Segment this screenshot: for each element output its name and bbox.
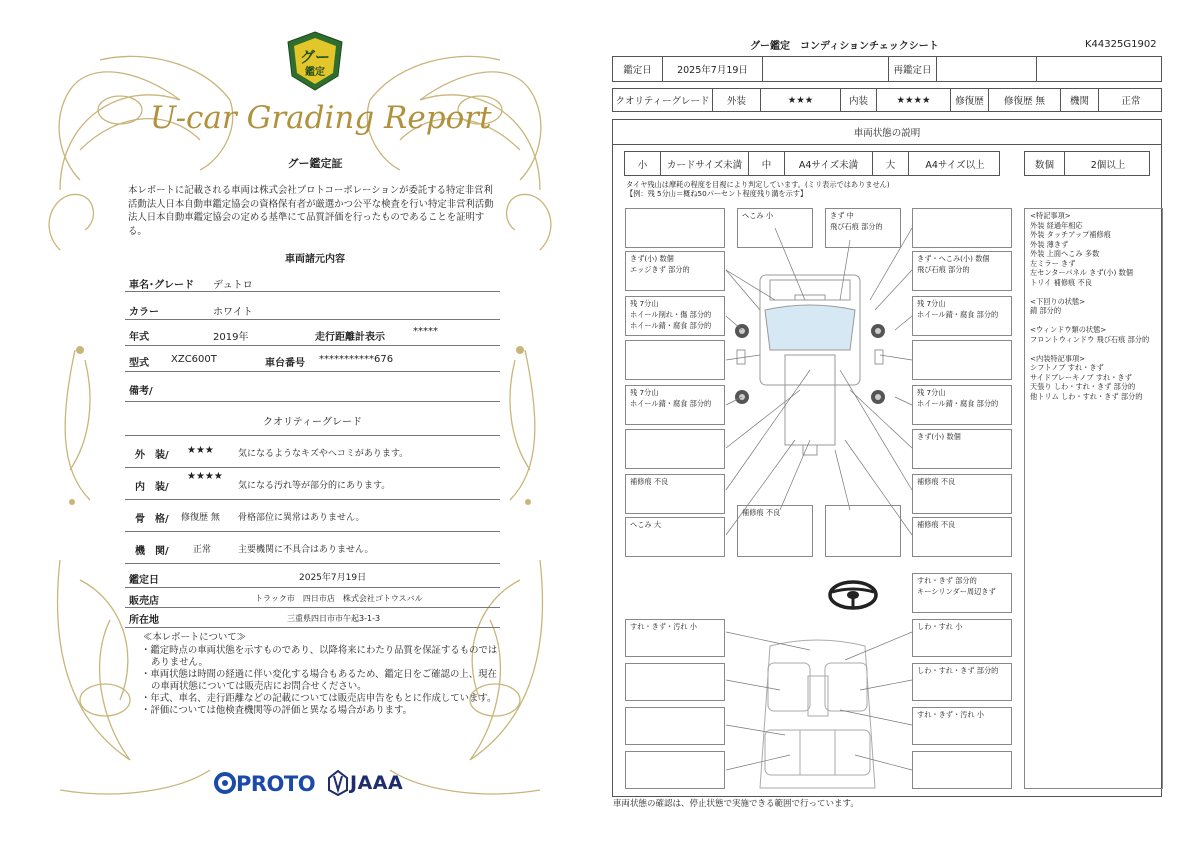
name-label: 車名･グレード — [129, 280, 194, 291]
remarks-label: 備考/ — [129, 386, 153, 397]
grade-row-frame — [125, 500, 500, 532]
date-value: 2025年7月19日 — [299, 573, 367, 583]
proto-logo-text: PROTO — [236, 772, 316, 796]
side-line — [1030, 287, 1157, 297]
legend-count-desc: 2個以上 — [1090, 159, 1126, 171]
engine-label: 機 関/ — [135, 546, 169, 557]
note-box: きず(小) 数個 — [912, 429, 1012, 469]
legend-small: 小 — [625, 152, 661, 175]
year-label: 年式 — [129, 332, 149, 343]
notes-heading: ≪本レポートについて≫ — [143, 632, 246, 643]
odometer-value: ***** — [413, 326, 438, 337]
color-value: ホワイト — [213, 307, 253, 318]
side-line: 錆 部分的 — [1030, 306, 1062, 315]
shop-label: 販売店 — [129, 596, 159, 607]
engine-value: 正常 — [193, 545, 212, 555]
frame-text: 骨格部位に異常はありません。 — [238, 513, 365, 523]
info-row-address — [125, 608, 500, 628]
side-line: フロントウィンドウ 飛び石痕 部分的 — [1030, 334, 1150, 344]
side-line: トリイ 補修痕 不良 — [1030, 277, 1092, 287]
certificate-title: グー鑑定証 — [287, 157, 343, 170]
exterior-stars: ★★★ — [187, 445, 214, 456]
side-line: 他トリム しわ・すれ・きず 部分的 — [1030, 391, 1143, 401]
info-row-date — [125, 564, 500, 588]
grade-row-interior — [125, 468, 500, 500]
side-line: 左ミラー きず — [1030, 258, 1076, 268]
note-box: 補修痕 不良 — [737, 505, 813, 557]
ext-label: 外装 — [713, 89, 761, 111]
note-item: ・年式、車名、走行距離などの記載については販売店申告をもとに作成しています。 — [141, 693, 497, 704]
svg-text:鑑定: 鑑定 — [305, 67, 325, 78]
interior-label: 内 装/ — [135, 482, 169, 493]
frame-value: 修復歴 無 — [181, 513, 220, 523]
note-box: 残 7分山 ホイール錆・腐食 部分的 — [912, 296, 1012, 336]
spec-row-model — [125, 346, 500, 372]
note-box: しわ・すれ・きず 部分的 — [912, 663, 1012, 701]
note-box — [625, 707, 725, 745]
side-line: <下回りの状態> — [1030, 296, 1086, 306]
odometer-label: 走行距離計表示 — [315, 332, 385, 343]
date-label: 鑑定日 — [129, 575, 159, 586]
chassis-label: 車台番号 — [265, 358, 305, 369]
side-line: 天張り しわ・すれ・きず 部分的 — [1030, 382, 1136, 391]
model-label: 型式 — [129, 358, 149, 369]
spec-row-name — [125, 270, 500, 292]
tire-example: 【例：残 5分山＝概ね50パーセント程度残り溝を示す】 — [626, 189, 808, 198]
side-line: 左センターパネル きず(小) 数個 — [1030, 268, 1133, 277]
goo-kantei-badge-icon — [286, 30, 344, 92]
tire-note: タイヤ残山は摩耗の程度を目視により判定しています。(ミリ表示ではありません) — [626, 180, 890, 189]
frame-label: 骨 格/ — [135, 514, 169, 525]
note-item: ・鑑定時点の車両状態を示すものであり、以降将来にわたり品質を保証するものではありません。 — [141, 645, 498, 668]
spec-row-year — [125, 320, 500, 346]
note-box: 補修痕 不良 — [912, 474, 1012, 514]
name-value: デュトロ — [213, 280, 253, 291]
note-box: きず・へこみ(小) 数個 飛び石痕 部分的 — [912, 251, 1012, 291]
note-box: きず(小) 数個 エッジきず 部分的 — [625, 251, 725, 291]
int-label: 内装 — [841, 89, 877, 111]
note-item: ・車両状態は時間の経過に伴い変化する場合もあるため、鑑定日をご確認の上、現在の車両状態については販売店にお問合せください。 — [141, 669, 497, 692]
exterior-label: 外 装/ — [135, 450, 169, 461]
side-line: <内装特記事項> — [1030, 353, 1086, 363]
legend-small-desc: カードサイズ未満 — [661, 152, 749, 175]
side-line: 外装 タッチアップ補修痕 — [1030, 230, 1111, 239]
note-box: 補修痕 不良 — [625, 474, 725, 514]
proto-logo-icon — [214, 772, 236, 796]
report-title: U-car Grading Report — [150, 100, 492, 136]
side-line: シフトノブ すれ・きず — [1030, 363, 1104, 372]
date-label: 鑑定日 — [613, 57, 663, 81]
int-stars: ★★★★ — [877, 89, 951, 111]
grade-row-engine — [125, 532, 500, 564]
report-id: K44325G1902 — [1085, 39, 1157, 50]
engine-label: 機関 — [1061, 89, 1099, 111]
note-box: すれ・きず・汚れ 小 — [912, 707, 1012, 745]
engine-value: 正常 — [1121, 96, 1141, 107]
note-box: 残 7分山 ホイール削れ・傷 部分的 ホイール錆・腐食 部分的 — [625, 296, 725, 336]
spec-row-color — [125, 295, 500, 320]
model-value: XZC600T — [171, 354, 217, 365]
side-line — [1030, 316, 1157, 326]
note-box — [912, 751, 1012, 789]
note-box: へこみ 小 — [737, 208, 813, 248]
quality-title-row — [125, 402, 500, 436]
side-line: <特記事項> — [1030, 211, 1071, 220]
side-line: サイドブレーキノブ すれ・きず — [1030, 372, 1132, 382]
note-box: きず 中 飛び石痕 部分的 — [825, 208, 901, 248]
jaaa-logo-text: JAAA — [350, 772, 404, 794]
note-box: へこみ 大 — [625, 517, 725, 557]
legend-large-desc: A4サイズ以上 — [925, 159, 985, 171]
note-box: 補修痕 不良 — [912, 517, 1012, 557]
chassis-value: ***********676 — [319, 354, 394, 365]
section-title: 車両状態の説明 — [613, 120, 1161, 145]
exterior-text: 気になるようなキズやヘコミがあります。 — [238, 449, 409, 459]
sheet-title: グー鑑定 コンディションチェックシート — [750, 41, 939, 52]
repair-value: 修復歴 無 — [989, 89, 1061, 111]
note-box: すれ・きず・汚れ 小 — [625, 619, 725, 657]
condition-check-sheet — [600, 0, 1200, 848]
svg-text:グー: グー — [299, 48, 331, 66]
legend-mid-desc: A4サイズ未満 — [785, 152, 873, 175]
special-notes-panel — [1024, 208, 1163, 789]
info-row-shop — [125, 588, 500, 608]
engine-text: 主要機関に不具合はありません。 — [238, 545, 374, 555]
side-line: 外装 経過年相応 — [1030, 220, 1083, 230]
note-box — [625, 751, 725, 789]
legend-mid: 中 — [749, 152, 785, 175]
legend-large: 大 — [873, 152, 909, 175]
spec-title: 車両諸元内容 — [285, 254, 345, 265]
shop-value: トラック市 四日市店 株式会社ゴトウスバル — [255, 594, 423, 603]
footer-note: 車両状態の確認は、停止状態で実施できる範囲で行っています。 — [613, 799, 859, 809]
note-box: 残 7分山 ホイール錆・腐食 部分的 — [625, 385, 725, 425]
jaaa-logo-icon — [328, 770, 348, 796]
quality-title: クオリティーグレード — [263, 417, 362, 428]
side-line: <ウィンドウ類の状態> — [1030, 325, 1107, 334]
qg-label: クオリティーグレード — [613, 89, 713, 111]
interior-stars: ★★★★ — [187, 471, 223, 482]
address-value: 三重県四日市市午起3-1-3 — [287, 614, 381, 623]
color-label: カラー — [129, 307, 159, 318]
note-box — [625, 663, 725, 701]
redate-label: 再鑑定日 — [889, 57, 937, 81]
year-value: 2019年 — [213, 332, 249, 343]
note-box: しわ・すれ 小 — [912, 619, 1012, 657]
side-line — [1030, 344, 1157, 354]
interior-text: 気になる汚れ等が部分的にあります。 — [238, 481, 391, 491]
side-line: 外装 上面へこみ 多数 — [1030, 249, 1100, 258]
spec-row-remarks — [125, 372, 500, 402]
ext-stars: ★★★ — [761, 89, 841, 111]
side-line: 外装 薄きず — [1030, 239, 1069, 249]
certificate-body: 本レポートに記載される車両は株式会社プロトコーポレーションが委託する特定非営利活動法人日本自動車鑑定協会の資格保有者が厳選かつ公平な検査を行い特定非営利活動法人日本自動車鑑定協会の定める基準にて品質評価を行ったものであることを証明する。 — [128, 185, 494, 237]
report-notes — [125, 632, 505, 717]
address-label: 所在地 — [129, 615, 159, 626]
legend-count: 数個 — [1025, 152, 1065, 175]
note-item: ・評価については他検査機関等の評価と異なる場合があります。 — [141, 705, 412, 716]
grade-row-exterior — [125, 436, 500, 468]
note-box: すれ・きず 部分的 キーシリンダー周辺きず — [912, 573, 1012, 613]
note-box: 残 7分山 ホイール錆・腐食 部分的 — [912, 385, 1012, 425]
repair-label: 修復歴 — [951, 89, 989, 111]
date-value: 2025年7月19日 — [663, 57, 763, 81]
